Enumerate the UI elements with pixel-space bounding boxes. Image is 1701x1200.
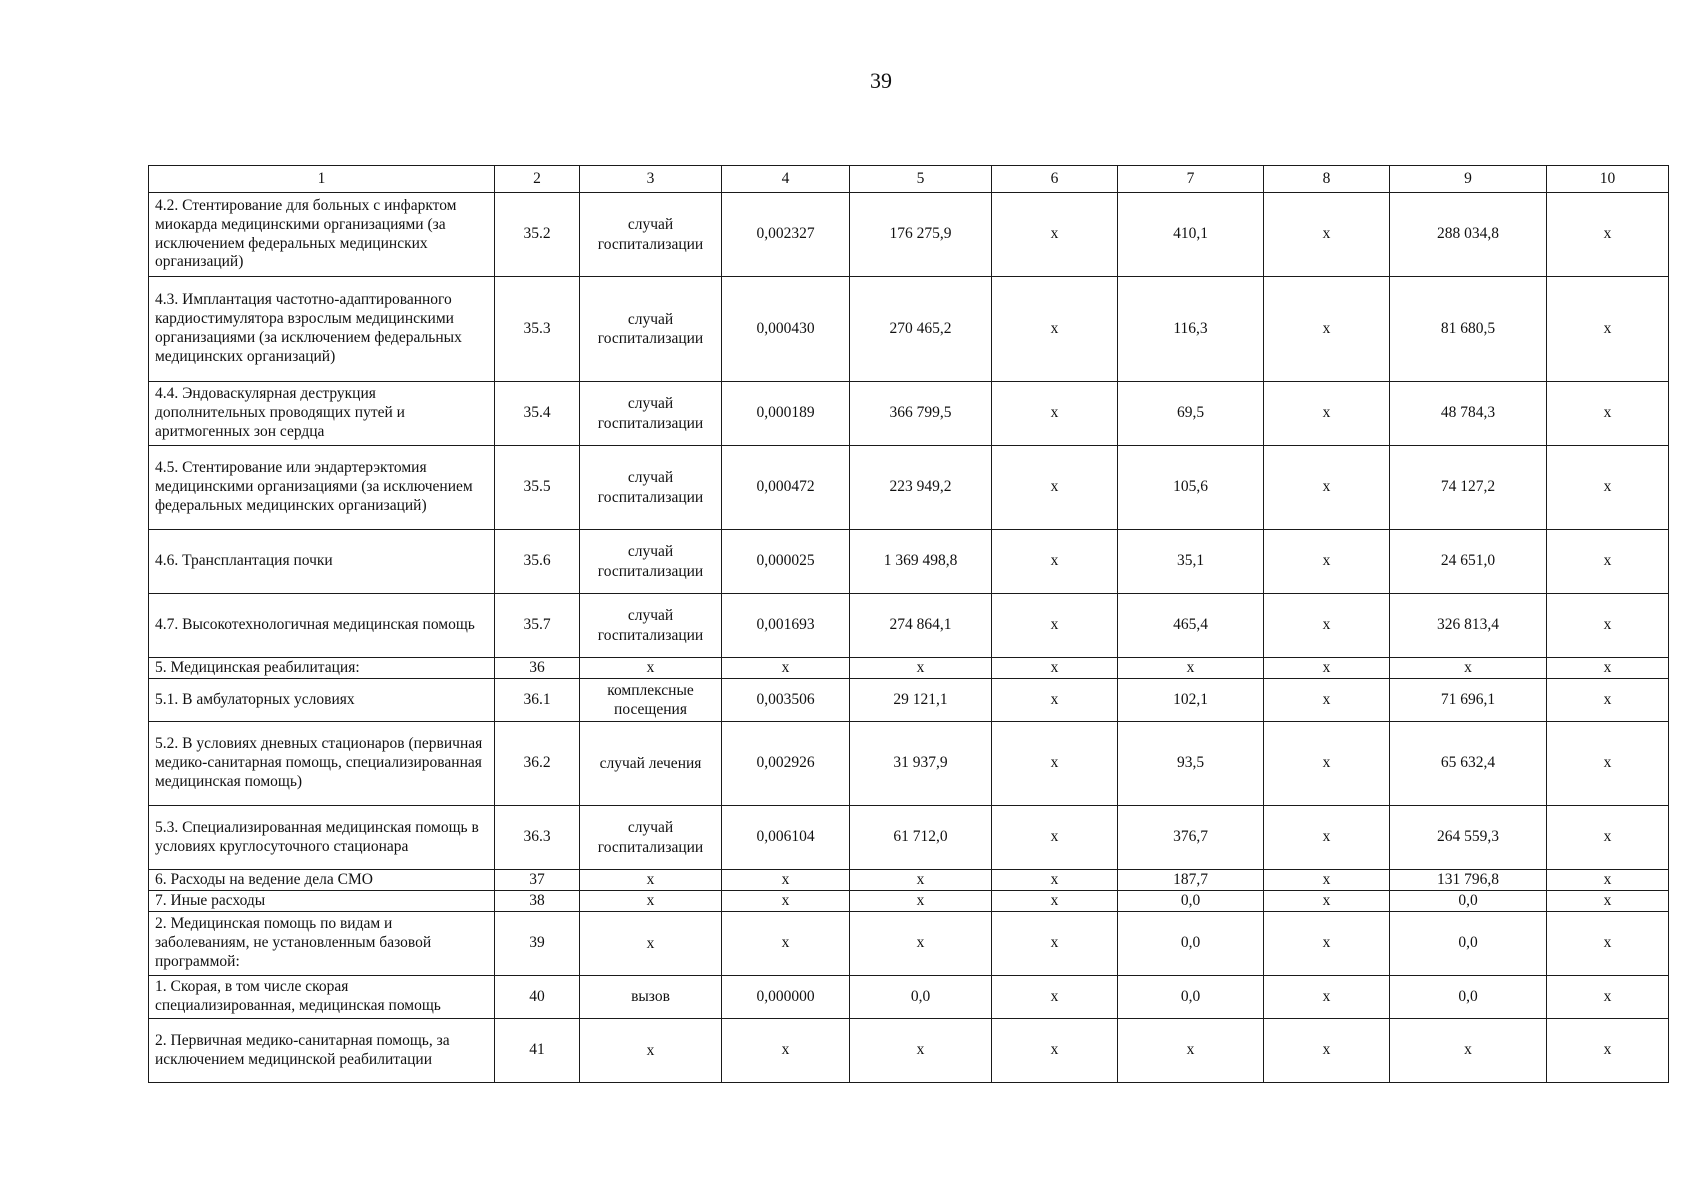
header-cell: 1 bbox=[149, 166, 495, 193]
value-cell: х bbox=[1547, 530, 1669, 594]
value-cell: х bbox=[722, 912, 850, 976]
value-cell: 376,7 bbox=[1118, 806, 1264, 870]
row-code: 35.2 bbox=[495, 193, 580, 277]
value-cell: х bbox=[1118, 1019, 1264, 1083]
value-cell: х bbox=[722, 658, 850, 679]
value-cell: 69,5 bbox=[1118, 382, 1264, 446]
row-code: 35.4 bbox=[495, 382, 580, 446]
value-cell: х bbox=[1264, 722, 1390, 806]
table-row bbox=[149, 658, 1669, 679]
unit-cell: вызов bbox=[580, 976, 722, 1019]
value-cell: 176 275,9 bbox=[850, 193, 992, 277]
value-cell: 0,0 bbox=[1118, 891, 1264, 912]
value-cell: 0,0 bbox=[1118, 912, 1264, 976]
row-code: 41 bbox=[495, 1019, 580, 1083]
value-cell: х bbox=[1547, 277, 1669, 382]
value-cell: х bbox=[1264, 912, 1390, 976]
row-label: 5.3. Специализированная медицинская помощь в условиях круглосуточного стационара bbox=[149, 806, 495, 870]
value-cell: х bbox=[1547, 870, 1669, 891]
row-code: 38 bbox=[495, 891, 580, 912]
row-code: 37 bbox=[495, 870, 580, 891]
value-cell: х bbox=[850, 891, 992, 912]
value-cell: х bbox=[1264, 806, 1390, 870]
unit-cell: случай лечения bbox=[580, 722, 722, 806]
value-cell: 0,000025 bbox=[722, 530, 850, 594]
header-cell: 6 bbox=[992, 166, 1118, 193]
value-cell: х bbox=[1264, 658, 1390, 679]
value-cell: 0,000000 bbox=[722, 976, 850, 1019]
table-row bbox=[149, 382, 1669, 446]
value-cell: 0,001693 bbox=[722, 594, 850, 658]
unit-cell: х bbox=[580, 658, 722, 679]
value-cell: х bbox=[992, 1019, 1118, 1083]
value-cell: х bbox=[1547, 679, 1669, 722]
value-cell: х bbox=[1264, 870, 1390, 891]
value-cell: х bbox=[1264, 594, 1390, 658]
value-cell: 0,0 bbox=[1390, 891, 1547, 912]
value-cell: 74 127,2 bbox=[1390, 446, 1547, 530]
header-cell: 10 bbox=[1547, 166, 1669, 193]
row-code: 35.6 bbox=[495, 530, 580, 594]
value-cell: 71 696,1 bbox=[1390, 679, 1547, 722]
unit-cell: случай госпитализации bbox=[580, 382, 722, 446]
value-cell: х bbox=[1547, 446, 1669, 530]
row-code: 36.1 bbox=[495, 679, 580, 722]
page-number: 39 bbox=[870, 68, 892, 93]
value-cell: 24 651,0 bbox=[1390, 530, 1547, 594]
row-label: 5.2. В условиях дневных стационаров (первичная медико-санитарная помощь, специализированная медицинская помощь) bbox=[149, 722, 495, 806]
unit-cell: комплексные посещения bbox=[580, 679, 722, 722]
value-cell: 465,4 bbox=[1118, 594, 1264, 658]
value-cell: х bbox=[992, 870, 1118, 891]
unit-cell: х bbox=[580, 891, 722, 912]
unit-cell: случай госпитализации bbox=[580, 594, 722, 658]
table-row bbox=[149, 1019, 1669, 1083]
value-cell: 0,000189 bbox=[722, 382, 850, 446]
table-row bbox=[149, 912, 1669, 976]
row-label: 4.7. Высокотехнологичная медицинская помощь bbox=[149, 594, 495, 658]
unit-cell: случай госпитализации bbox=[580, 277, 722, 382]
unit-cell: х bbox=[580, 912, 722, 976]
row-label: 1. Скорая, в том числе скорая специализированная, медицинская помощь bbox=[149, 976, 495, 1019]
row-label: 6. Расходы на ведение дела СМО bbox=[149, 870, 495, 891]
value-cell: х bbox=[992, 891, 1118, 912]
table-row bbox=[149, 679, 1669, 722]
value-cell: 31 937,9 bbox=[850, 722, 992, 806]
header-cell: 5 bbox=[850, 166, 992, 193]
value-cell: х bbox=[992, 976, 1118, 1019]
row-code: 39 bbox=[495, 912, 580, 976]
row-label: 4.2. Стентирование для больных с инфарктом миокарда медицинскими организациями (за исключением федеральных медицинских организаций) bbox=[149, 193, 495, 277]
value-cell: 0,002327 bbox=[722, 193, 850, 277]
row-label: 4.3. Имплантация частотно-адаптированного кардиостимулятора взрослым медицинскими организациями (за исключением федеральных медицинских организаций) bbox=[149, 277, 495, 382]
row-code: 36 bbox=[495, 658, 580, 679]
value-cell: 264 559,3 bbox=[1390, 806, 1547, 870]
value-cell: х bbox=[1118, 658, 1264, 679]
value-cell: 0,006104 bbox=[722, 806, 850, 870]
value-cell: х bbox=[1547, 891, 1669, 912]
value-cell: 274 864,1 bbox=[850, 594, 992, 658]
value-cell: х bbox=[1264, 382, 1390, 446]
table-row bbox=[149, 594, 1669, 658]
table-row bbox=[149, 193, 1669, 277]
row-label: 5.1. В амбулаторных условиях bbox=[149, 679, 495, 722]
unit-cell: случай госпитализации bbox=[580, 806, 722, 870]
table-row bbox=[149, 530, 1669, 594]
value-cell: х bbox=[722, 891, 850, 912]
value-cell: 0,000472 bbox=[722, 446, 850, 530]
row-label: 4.4. Эндоваскулярная деструкция дополнительных проводящих путей и аритмогенных зон сердца bbox=[149, 382, 495, 446]
value-cell: х bbox=[850, 912, 992, 976]
value-cell: х bbox=[850, 1019, 992, 1083]
value-cell: х bbox=[1264, 446, 1390, 530]
value-cell: 270 465,2 bbox=[850, 277, 992, 382]
row-label: 5. Медицинская реабилитация: bbox=[149, 658, 495, 679]
value-cell: 410,1 bbox=[1118, 193, 1264, 277]
value-cell: 187,7 bbox=[1118, 870, 1264, 891]
value-cell: 0,0 bbox=[1118, 976, 1264, 1019]
value-cell: 116,3 bbox=[1118, 277, 1264, 382]
value-cell: х bbox=[992, 658, 1118, 679]
value-cell: 0,0 bbox=[1390, 912, 1547, 976]
value-cell: 48 784,3 bbox=[1390, 382, 1547, 446]
row-label: 2. Медицинская помощь по видам и заболеваниям, не установленным базовой программой: bbox=[149, 912, 495, 976]
unit-cell: случай госпитализации bbox=[580, 193, 722, 277]
value-cell: х bbox=[992, 530, 1118, 594]
value-cell: х bbox=[1264, 891, 1390, 912]
unit-cell: случай госпитализации bbox=[580, 446, 722, 530]
table-row bbox=[149, 891, 1669, 912]
value-cell: х bbox=[992, 722, 1118, 806]
value-cell: 81 680,5 bbox=[1390, 277, 1547, 382]
row-code: 35.3 bbox=[495, 277, 580, 382]
row-label: 7. Иные расходы bbox=[149, 891, 495, 912]
value-cell: х bbox=[992, 806, 1118, 870]
value-cell: х bbox=[992, 679, 1118, 722]
value-cell: х bbox=[1547, 912, 1669, 976]
unit-cell: х bbox=[580, 1019, 722, 1083]
table-row bbox=[149, 806, 1669, 870]
value-cell: х bbox=[992, 193, 1118, 277]
header-cell: 8 bbox=[1264, 166, 1390, 193]
row-code: 36.3 bbox=[495, 806, 580, 870]
value-cell: х bbox=[850, 658, 992, 679]
value-cell: 0,002926 bbox=[722, 722, 850, 806]
table-row bbox=[149, 446, 1669, 530]
value-cell: х bbox=[992, 382, 1118, 446]
value-cell: 0,000430 bbox=[722, 277, 850, 382]
table-row bbox=[149, 277, 1669, 382]
value-cell: х bbox=[1264, 277, 1390, 382]
row-label: 4.5. Стентирование или эндартерэктомия медицинскими организациями (за исключением федеральных медицинских организаций) bbox=[149, 446, 495, 530]
value-cell: 35,1 bbox=[1118, 530, 1264, 594]
value-cell: х bbox=[1547, 722, 1669, 806]
row-code: 35.5 bbox=[495, 446, 580, 530]
value-cell: х bbox=[722, 870, 850, 891]
value-cell: 29 121,1 bbox=[850, 679, 992, 722]
row-code: 35.7 bbox=[495, 594, 580, 658]
value-cell: х bbox=[1264, 679, 1390, 722]
unit-cell: х bbox=[580, 870, 722, 891]
unit-cell: случай госпитализации bbox=[580, 530, 722, 594]
value-cell: х bbox=[850, 870, 992, 891]
value-cell: х bbox=[1547, 193, 1669, 277]
header-cell: 9 bbox=[1390, 166, 1547, 193]
value-cell: 102,1 bbox=[1118, 679, 1264, 722]
value-cell: 65 632,4 bbox=[1390, 722, 1547, 806]
value-cell: х bbox=[1547, 806, 1669, 870]
value-cell: х bbox=[1547, 976, 1669, 1019]
value-cell: х bbox=[1547, 382, 1669, 446]
value-cell: 0,003506 bbox=[722, 679, 850, 722]
value-cell: 105,6 bbox=[1118, 446, 1264, 530]
value-cell: х bbox=[992, 912, 1118, 976]
value-cell: 288 034,8 bbox=[1390, 193, 1547, 277]
value-cell: х bbox=[992, 277, 1118, 382]
value-cell: х bbox=[1264, 193, 1390, 277]
value-cell: х bbox=[992, 594, 1118, 658]
value-cell: х bbox=[1390, 1019, 1547, 1083]
value-cell: х bbox=[1547, 1019, 1669, 1083]
data-table bbox=[148, 165, 1669, 1083]
value-cell: х bbox=[992, 446, 1118, 530]
value-cell: 61 712,0 bbox=[850, 806, 992, 870]
value-cell: 131 796,8 bbox=[1390, 870, 1547, 891]
row-label: 4.6. Трансплантация почки bbox=[149, 530, 495, 594]
value-cell: х bbox=[1547, 594, 1669, 658]
value-cell: х bbox=[1264, 976, 1390, 1019]
row-code: 40 bbox=[495, 976, 580, 1019]
value-cell: 366 799,5 bbox=[850, 382, 992, 446]
table-row bbox=[149, 722, 1669, 806]
header-cell: 2 bbox=[495, 166, 580, 193]
value-cell: 223 949,2 bbox=[850, 446, 992, 530]
value-cell: х bbox=[1264, 1019, 1390, 1083]
row-label: 2. Первичная медико-санитарная помощь, за исключением медицинской реабилитации bbox=[149, 1019, 495, 1083]
header-cell: 3 bbox=[580, 166, 722, 193]
value-cell: х bbox=[1547, 658, 1669, 679]
value-cell: х bbox=[722, 1019, 850, 1083]
value-cell: 0,0 bbox=[850, 976, 992, 1019]
row-code: 36.2 bbox=[495, 722, 580, 806]
value-cell: х bbox=[1390, 658, 1547, 679]
value-cell: х bbox=[1264, 530, 1390, 594]
value-cell: 93,5 bbox=[1118, 722, 1264, 806]
value-cell: 0,0 bbox=[1390, 976, 1547, 1019]
header-cell: 7 bbox=[1118, 166, 1264, 193]
table-row bbox=[149, 976, 1669, 1019]
value-cell: 326 813,4 bbox=[1390, 594, 1547, 658]
header-row bbox=[149, 166, 1669, 193]
header-cell: 4 bbox=[722, 166, 850, 193]
value-cell: 1 369 498,8 bbox=[850, 530, 992, 594]
table-row bbox=[149, 870, 1669, 891]
